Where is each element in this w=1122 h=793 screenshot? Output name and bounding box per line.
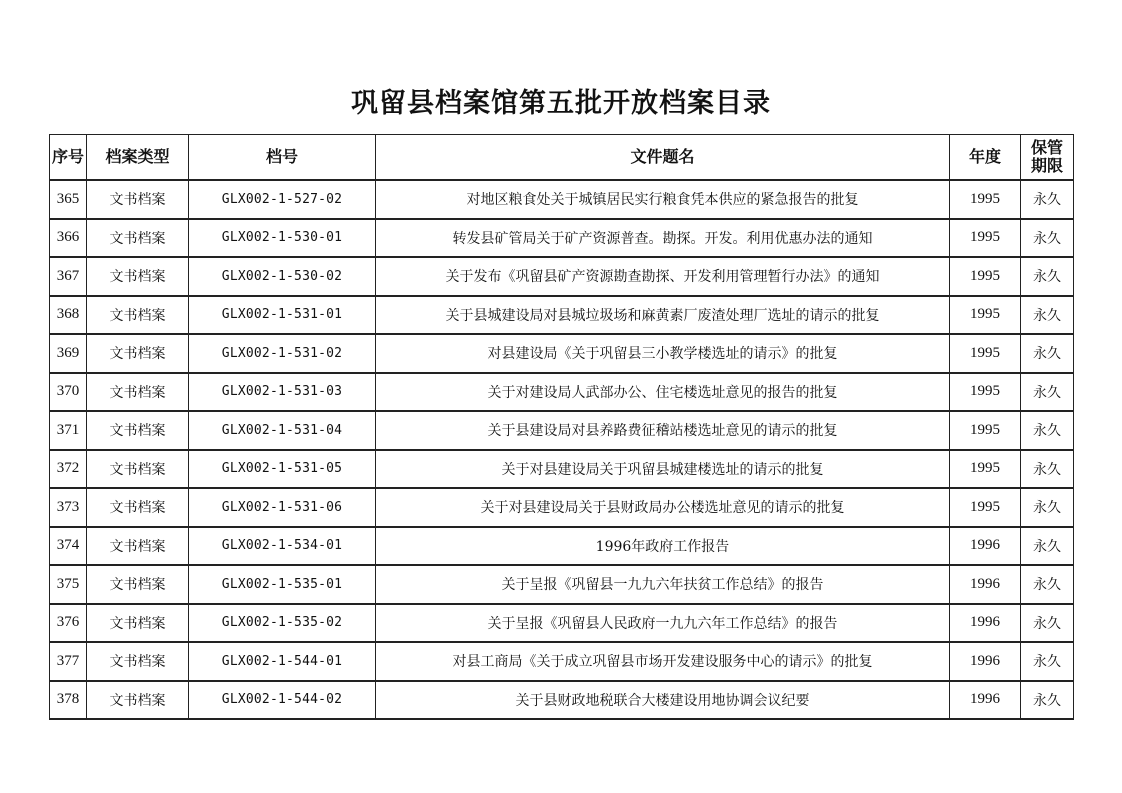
table-row (50, 296, 1074, 335)
cell-doc-title: 转发县矿管局关于矿产资源普查。勘探。开发。利用优惠办法的通知 (376, 219, 950, 258)
cell-retention: 永久 (1021, 488, 1074, 527)
cell-seq: 374 (50, 527, 87, 566)
header-retention (1021, 135, 1074, 181)
cell-seq: 370 (50, 373, 87, 412)
cell-seq: 373 (50, 488, 87, 527)
cell-doc-title: 关于呈报《巩留县人民政府一九九六年工作总结》的报告 (376, 604, 950, 643)
cell-seq: 366 (50, 219, 87, 258)
cell-file-no: GLX002-1-530-02 (189, 257, 376, 296)
cell-year: 1995 (950, 334, 1021, 373)
cell-year: 1995 (950, 180, 1021, 219)
cell-doc-title: 关于对县建设局关于县财政局办公楼选址意见的请示的批复 (376, 488, 950, 527)
cell-retention: 永久 (1021, 681, 1074, 720)
cell-doc-title: 关于呈报《巩留县一九九六年扶贫工作总结》的报告 (376, 565, 950, 604)
cell-year: 1996 (950, 681, 1021, 720)
cell-doc-title: 关于对县建设局关于巩留县城建楼选址的请示的批复 (376, 450, 950, 489)
cell-category: 文书档案 (87, 219, 189, 258)
cell-file-no: GLX002-1-534-01 (189, 527, 376, 566)
cell-seq: 367 (50, 257, 87, 296)
cell-file-no: GLX002-1-531-03 (189, 373, 376, 412)
cell-category: 文书档案 (87, 488, 189, 527)
header-category: 档案类型 (87, 135, 189, 181)
table-row (50, 565, 1074, 604)
header-retention-line2: 期限 (1030, 156, 1063, 175)
cell-year: 1995 (950, 257, 1021, 296)
table-row (50, 681, 1074, 720)
cell-file-no: GLX002-1-531-06 (189, 488, 376, 527)
cell-category: 文书档案 (87, 450, 189, 489)
cell-file-no: GLX002-1-535-02 (189, 604, 376, 643)
table-row (50, 219, 1074, 258)
cell-file-no: GLX002-1-530-01 (189, 219, 376, 258)
cell-seq: 378 (50, 681, 87, 720)
cell-seq: 376 (50, 604, 87, 643)
cell-retention: 永久 (1021, 604, 1074, 643)
cell-category: 文书档案 (87, 180, 189, 219)
cell-year: 1996 (950, 604, 1021, 643)
cell-category: 文书档案 (87, 411, 189, 450)
cell-file-no: GLX002-1-544-01 (189, 642, 376, 681)
cell-category: 文书档案 (87, 604, 189, 643)
table-row (50, 642, 1074, 681)
table-row (50, 180, 1074, 219)
cell-retention: 永久 (1021, 373, 1074, 412)
cell-doc-title: 对县工商局《关于成立巩留县市场开发建设服务中心的请示》的批复 (376, 642, 950, 681)
table-row (50, 604, 1074, 643)
cell-retention: 永久 (1021, 334, 1074, 373)
cell-retention: 永久 (1021, 527, 1074, 566)
cell-category: 文书档案 (87, 296, 189, 335)
cell-year: 1995 (950, 411, 1021, 450)
cell-doc-title: 对县建设局《关于巩留县三小教学楼选址的请示》的批复 (376, 334, 950, 373)
cell-doc-title: 关于县城建设局对县城垃圾场和麻黄素厂废渣处理厂选址的请示的批复 (376, 296, 950, 335)
cell-year: 1996 (950, 527, 1021, 566)
header-doc-title: 文件题名 (376, 135, 950, 181)
cell-year: 1995 (950, 296, 1021, 335)
cell-doc-title: 关于对建设局人武部办公、住宅楼选址意见的报告的批复 (376, 373, 950, 412)
cell-file-no: GLX002-1-531-01 (189, 296, 376, 335)
cell-seq: 372 (50, 450, 87, 489)
cell-seq: 365 (50, 180, 87, 219)
table-row (50, 411, 1074, 450)
page-title: 巩留县档案馆第五批开放档案目录 (351, 88, 771, 119)
cell-category: 文书档案 (87, 642, 189, 681)
cell-retention: 永久 (1021, 411, 1074, 450)
cell-year: 1995 (950, 373, 1021, 412)
table-row (50, 257, 1074, 296)
cell-seq: 371 (50, 411, 87, 450)
cell-file-no: GLX002-1-527-02 (189, 180, 376, 219)
cell-file-no: GLX002-1-531-02 (189, 334, 376, 373)
table-row (50, 450, 1074, 489)
cell-year: 1996 (950, 565, 1021, 604)
cell-retention: 永久 (1021, 565, 1074, 604)
cell-retention: 永久 (1021, 450, 1074, 489)
header-retention-line1: 保管 (1030, 138, 1063, 157)
cell-seq: 369 (50, 334, 87, 373)
header-row (50, 135, 1074, 181)
cell-year: 1995 (950, 450, 1021, 489)
cell-retention: 永久 (1021, 180, 1074, 219)
table-row (50, 488, 1074, 527)
header-year: 年度 (950, 135, 1021, 181)
cell-retention: 永久 (1021, 642, 1074, 681)
cell-doc-title: 1996年政府工作报告 (376, 527, 950, 566)
cell-doc-title: 关于县建设局对县养路费征稽站楼选址意见的请示的批复 (376, 411, 950, 450)
archive-catalog-table (49, 134, 1074, 720)
table-row (50, 334, 1074, 373)
cell-category: 文书档案 (87, 334, 189, 373)
cell-file-no: GLX002-1-531-04 (189, 411, 376, 450)
cell-year: 1995 (950, 488, 1021, 527)
cell-category: 文书档案 (87, 373, 189, 412)
cell-doc-title: 对地区粮食处关于城镇居民实行粮食凭本供应的紧急报告的批复 (376, 180, 950, 219)
cell-seq: 368 (50, 296, 87, 335)
cell-category: 文书档案 (87, 257, 189, 296)
cell-doc-title: 关于发布《巩留县矿产资源勘查勘探、开发利用管理暂行办法》的通知 (376, 257, 950, 296)
cell-doc-title: 关于县财政地税联合大楼建设用地协调会议纪要 (376, 681, 950, 720)
cell-retention: 永久 (1021, 219, 1074, 258)
cell-file-no: GLX002-1-544-02 (189, 681, 376, 720)
cell-seq: 377 (50, 642, 87, 681)
cell-file-no: GLX002-1-535-01 (189, 565, 376, 604)
cell-category: 文书档案 (87, 565, 189, 604)
cell-year: 1996 (950, 642, 1021, 681)
cell-seq: 375 (50, 565, 87, 604)
cell-year: 1995 (950, 219, 1021, 258)
cell-retention: 永久 (1021, 257, 1074, 296)
header-file-no: 档号 (189, 135, 376, 181)
cell-category: 文书档案 (87, 681, 189, 720)
header-seq: 序号 (50, 135, 87, 181)
table-row (50, 527, 1074, 566)
cell-category: 文书档案 (87, 527, 189, 566)
table-body (50, 180, 1074, 719)
table-header (50, 135, 1074, 181)
cell-file-no: GLX002-1-531-05 (189, 450, 376, 489)
cell-retention: 永久 (1021, 296, 1074, 335)
table-row (50, 373, 1074, 412)
